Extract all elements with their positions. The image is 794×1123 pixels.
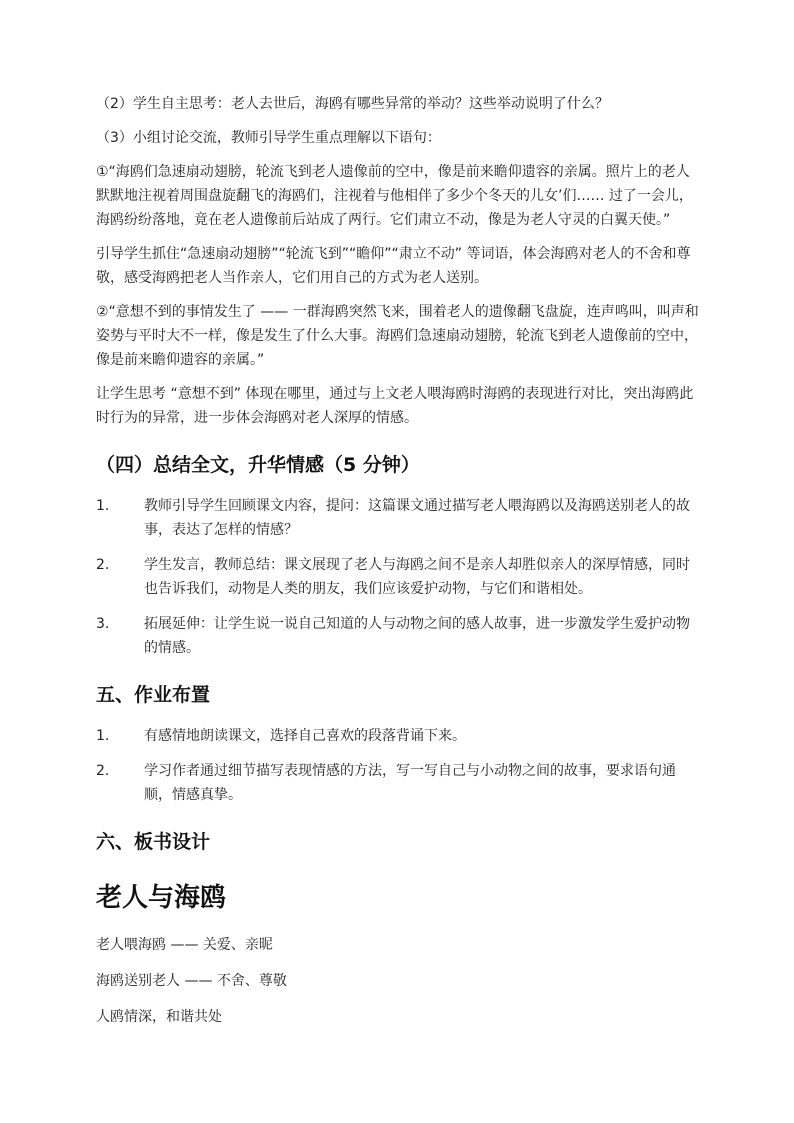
list-item xyxy=(96,724,700,748)
list-item-number: 3. xyxy=(96,616,110,632)
quote-2: ②“意想不到的事情发生了 —— 一群海鸥突然飞来，围着老人的遗像翻飞盘旋，连声鸣叫，叫声和姿势与平时大不一样，像是发生了什么大事。海鸥们急速扇动翅膀，轮流飞到老人遗像前的空中，像是前来瞻仰遗容的亲属。” xyxy=(96,304,699,368)
quote-1: ①“海鸥们急速扇动翅膀，轮流飞到老人遗像前的空中，像是前来瞻仰遗容的亲属。照片上的老人默默地注视着周围盘旋翻飞的海鸥们，注视着与他相伴了多少个冬天的儿女’们…… 过了一会儿，海鸥纷纷落地，竟在老人遗像前后站成了两行。它们肃立不动，像是为老人守灵的白翼天使。” xyxy=(96,164,693,228)
list-item-number: 1. xyxy=(96,498,110,514)
list-item-number: 2. xyxy=(96,763,110,779)
board-line: 人鸥情深，和谐共处 xyxy=(96,1009,222,1025)
list-item xyxy=(96,759,700,807)
guide-2: 让学生思考 “意想不到” 体现在哪里，通过与上文老人喂海鸥时海鸥的表现进行对比，突出海鸥此时行为的异常，进一步体会海鸥对老人深厚的情感。 xyxy=(96,386,694,426)
list-item-number: 2. xyxy=(96,557,110,573)
guide-1: 引导学生抓住“急速扇动翅膀”“轮流飞到”“瞻仰”“肃立不动” 等词语，体会海鸥对老人的不舍和尊敬，感受海鸥把老人当作亲人，它们用自己的方式为老人送别。 xyxy=(96,246,691,286)
board-line: 海鸥送别老人 —— 不舍、尊敬 xyxy=(96,973,287,989)
list-item-text: 学习作者通过细节描写表现情感的方法，写一写自己与小动物之间的故事，要求语句通顺，情感真挚。 xyxy=(144,763,676,803)
list-item-text: 教师引导学生回顾课文内容，提问：这篇课文通过描写老人喂海鸥以及海鸥送别老人的故事，表达了怎样的情感？ xyxy=(144,498,690,538)
list-item-text: 有感情地朗读课文，选择自己喜欢的段落背诵下来。 xyxy=(144,728,466,744)
list-item xyxy=(96,494,700,542)
section-4-heading: （四）总结全文，升华情感（5 分钟） xyxy=(96,454,420,476)
list-item-number: 1. xyxy=(96,728,110,744)
board-line: 老人喂海鸥 —— 关爱、亲昵 xyxy=(96,937,273,953)
section-4-list xyxy=(96,494,700,660)
step-2-text: （2）学生自主思考：老人去世后，海鸥有哪些异常的举动？这些举动说明了什么？ xyxy=(96,96,609,112)
section-6-heading: 六、板书设计 xyxy=(96,831,211,853)
section-5-heading: 五、作业布置 xyxy=(96,684,211,706)
board-title: 老人与海鸥 xyxy=(96,883,227,913)
list-item-text: 拓展延伸：让学生说一说自己知道的人与动物之间的感人故事，进一步激发学生爱护动物的情感。 xyxy=(144,616,690,656)
list-item-text: 学生发言，教师总结：课文展现了老人与海鸥之间不是亲人却胜似亲人的深厚情感，同时也告诉我们，动物是人类的朋友，我们应该爱护动物，与它们和谐相处。 xyxy=(144,557,690,597)
step-3-text: （3）小组讨论交流，教师引导学生重点理解以下语句： xyxy=(96,130,441,146)
board-lines xyxy=(96,933,700,1029)
list-item xyxy=(96,612,700,660)
page-content xyxy=(96,92,700,1041)
section-5-list xyxy=(96,724,700,807)
list-item xyxy=(96,553,700,601)
